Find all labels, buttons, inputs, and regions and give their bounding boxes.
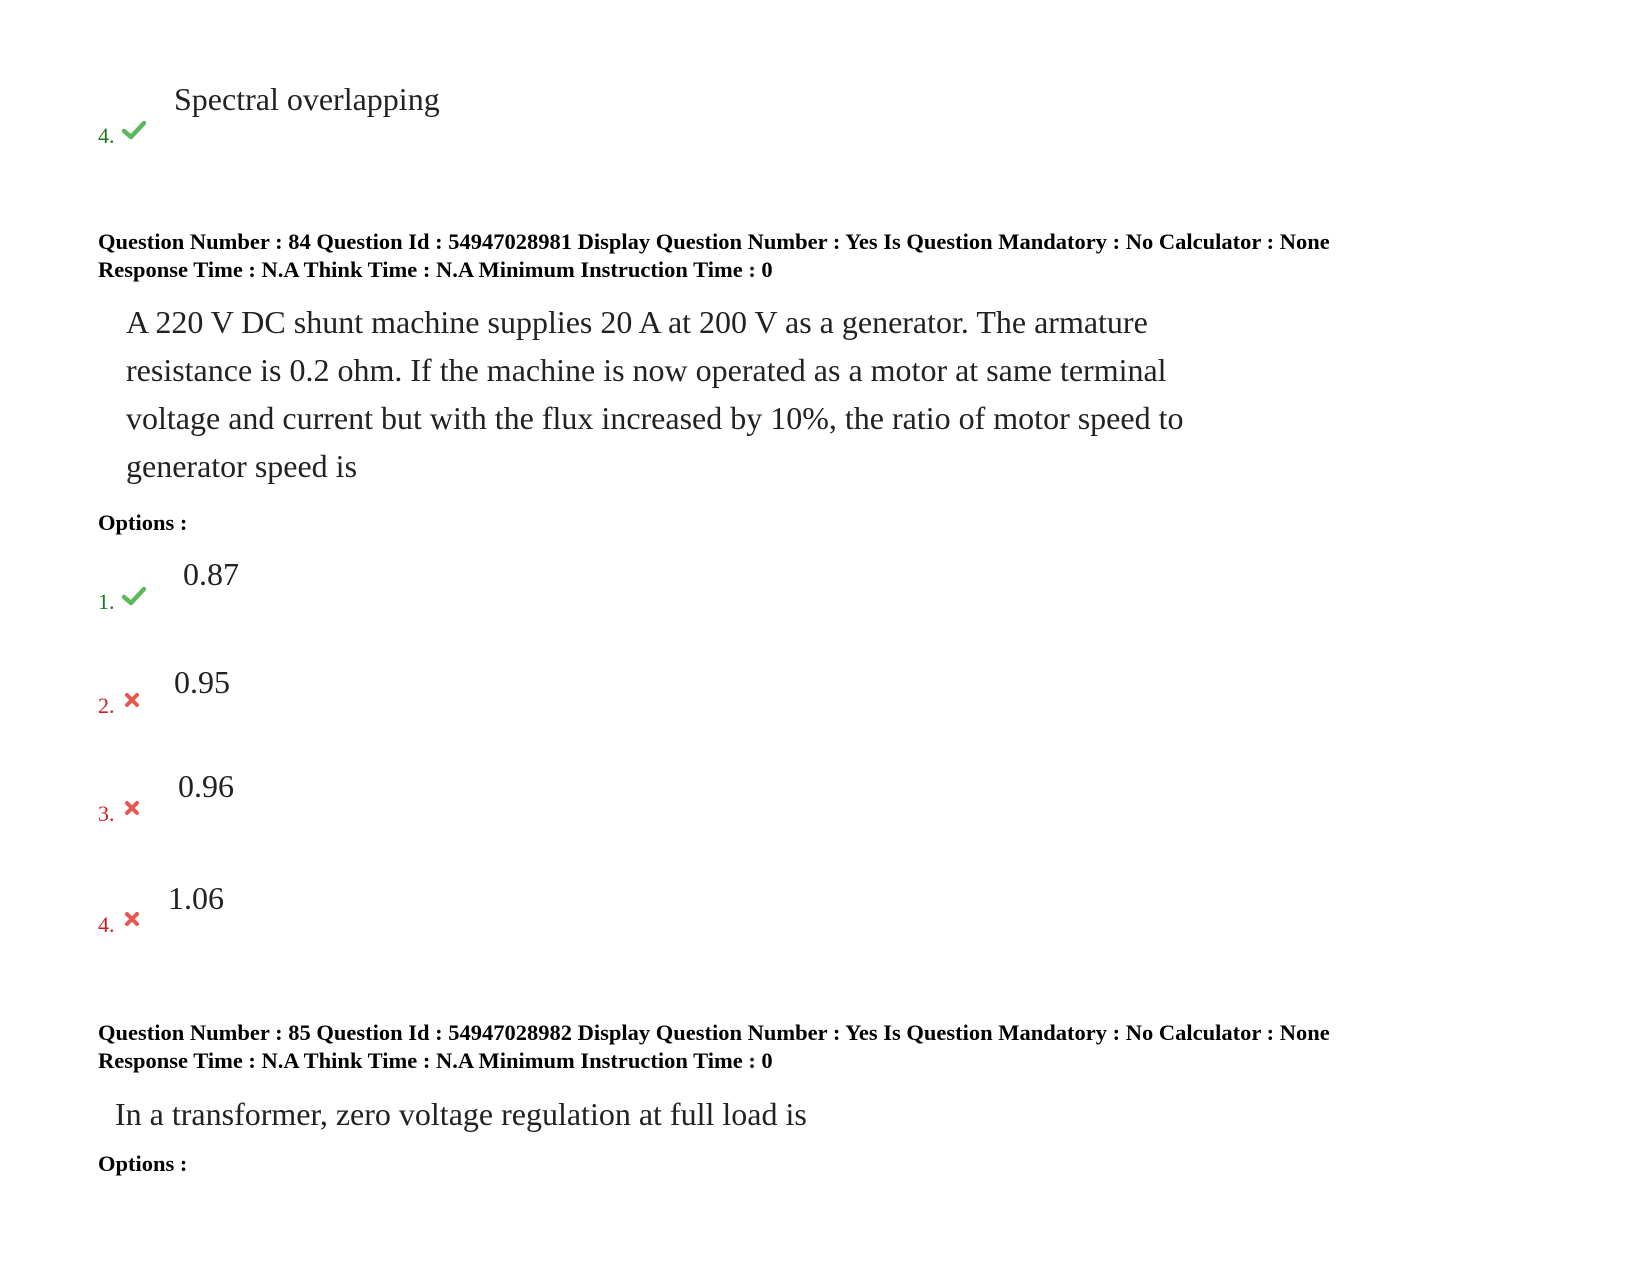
option-text: 0.87 [183,556,239,592]
question-meta [98,228,1330,284]
option-1[interactable] [98,556,498,616]
check-icon [122,586,146,611]
question-text: In a transformer, zero voltage regulation at full load is [115,1096,807,1132]
option-text: 1.06 [168,880,224,916]
cross-icon [124,800,140,821]
option-text: 0.95 [174,664,230,700]
option-number: 4. [98,123,115,148]
option-number: 2. [98,693,115,718]
option-2[interactable] [98,662,498,722]
question-line: A 220 V DC shunt machine supplies 20 A at 200 V as a generator. The armature [126,304,1148,340]
option-text: 0.96 [178,768,234,804]
question-text [126,298,1183,490]
meta-line-2: Response Time : N.A Think Time : N.A Minimum Instruction Time : 0 [98,1048,773,1073]
check-icon [122,120,146,145]
question-line: generator speed is [126,448,358,484]
option-number: 3. [98,801,115,826]
question-line: resistance is 0.2 ohm. If the machine is now operated as a motor at same terminal [126,352,1167,388]
options-label: Options : [98,510,188,535]
option-4[interactable] [98,878,498,938]
option-text: Spectral overlapping [174,81,440,117]
meta-line-1: Question Number : 84 Question Id : 54947028981 Display Question Number : Yes Is Question Mandatory : No Calculator : None [98,229,1330,254]
question-line: voltage and current but with the flux increased by 10%, the ratio of motor speed to [126,400,1184,436]
meta-line-2: Response Time : N.A Think Time : N.A Minimum Instruction Time : 0 [98,257,773,282]
option-number: 4. [98,912,115,937]
option-3[interactable] [98,766,498,826]
cross-icon [124,692,140,713]
question-meta [98,1019,1330,1075]
option-number: 1. [98,589,115,614]
prev-option-4 [98,80,598,150]
meta-line-1: Question Number : 85 Question Id : 54947028982 Display Question Number : Yes Is Question Mandatory : No Calculator : None [98,1020,1330,1045]
options-label: Options : [98,1151,188,1176]
cross-icon [124,911,140,932]
